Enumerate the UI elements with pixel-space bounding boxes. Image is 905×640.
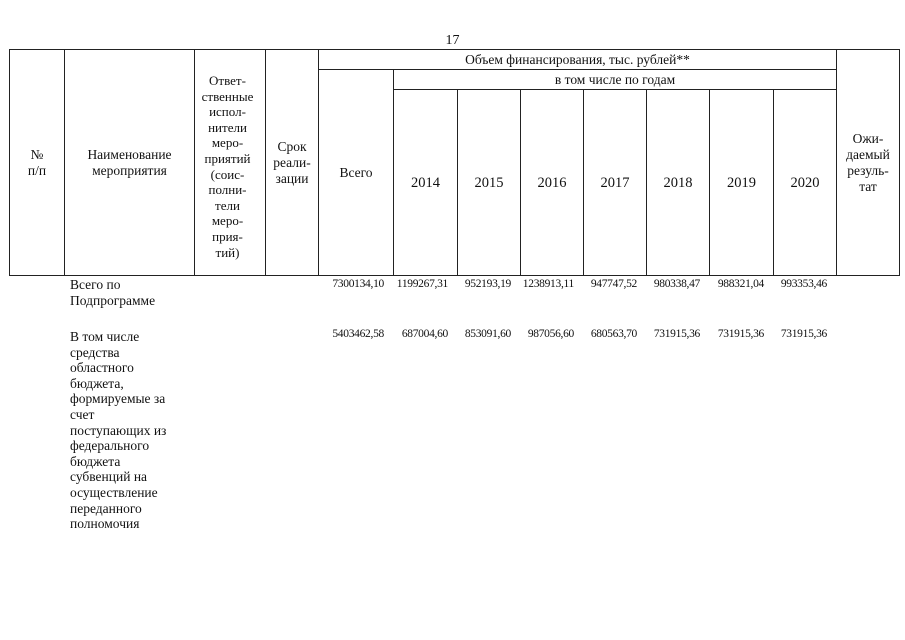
header-year-2020: 2020 xyxy=(774,90,837,276)
header-result: Ожи- даемый резуль- тат xyxy=(837,50,900,276)
row-subvention-2016: 987056,60 xyxy=(527,328,574,340)
header-year-2018: 2018 xyxy=(647,90,710,276)
funding-table-header xyxy=(9,49,900,276)
header-year-2019: 2019 xyxy=(710,90,774,276)
row-total-2017: 947747,52 xyxy=(590,278,637,290)
header-year-2014: 2014 xyxy=(394,90,458,276)
row-total-2014: 1199267,31 xyxy=(396,278,448,290)
page-number: 17 xyxy=(445,33,460,48)
row-subvention-2020: 731915,36 xyxy=(780,328,827,340)
row-subvention-2015: 853091,60 xyxy=(464,328,511,340)
row-total-2018: 980338,47 xyxy=(653,278,700,290)
row-total-2015: 952193,19 xyxy=(464,278,511,290)
row-subvention-label: В том числе средства областного бюджета, формируемые за счет поступающих из федерального бюджета субвенций на осуществление переданного полномочия xyxy=(70,329,167,532)
row-total-label: Всего по Подпрограмме xyxy=(70,277,156,308)
header-funding: Объем финансирования, тыс. рублей** xyxy=(319,50,837,70)
header-responsible-text: Ответ- ственные испол- нители меро- приятий (соис- полни- тели меро- прия- тий) xyxy=(201,73,254,260)
header-total: Всего xyxy=(319,70,394,276)
header-year-2017: 2017 xyxy=(584,90,647,276)
header-term: Срок реали- зации xyxy=(266,50,319,276)
row-total-all: 7300134,10 xyxy=(332,278,384,290)
row-total-2016: 1238913,11 xyxy=(522,278,574,290)
row-subvention-2017: 680563,70 xyxy=(590,328,637,340)
header-name: Наименование мероприятия xyxy=(65,50,195,276)
row-subvention-2018: 731915,36 xyxy=(653,328,700,340)
row-total-2020: 993353,46 xyxy=(780,278,827,290)
header-year-2015: 2015 xyxy=(458,90,521,276)
row-subvention-2019: 731915,36 xyxy=(717,328,764,340)
row-total-2019: 988321,04 xyxy=(717,278,764,290)
header-num: № п/п xyxy=(10,50,65,276)
header-by-years: в том числе по годам xyxy=(394,70,837,90)
header-year-2016: 2016 xyxy=(521,90,584,276)
row-subvention-all: 5403462,58 xyxy=(332,328,384,340)
row-subvention-2014: 687004,60 xyxy=(401,328,448,340)
